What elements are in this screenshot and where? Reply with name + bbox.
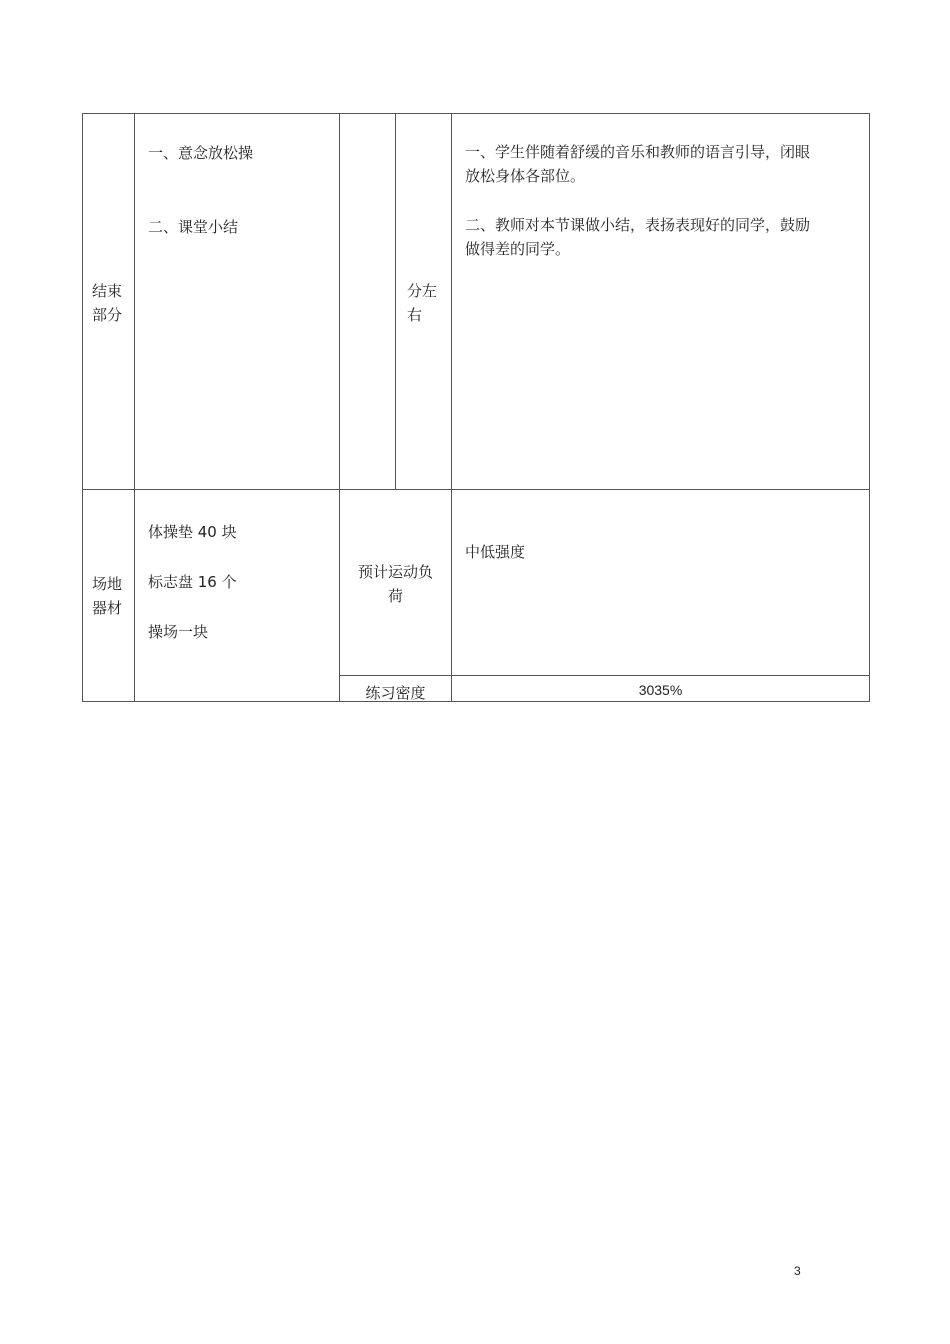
table-border-left — [82, 113, 83, 702]
col-divider-1 — [134, 113, 135, 702]
density-label: 练习密度 — [365, 684, 426, 702]
row-divider — [82, 489, 870, 490]
col-divider-3 — [395, 113, 396, 489]
table-border-right — [869, 113, 870, 702]
col-divider-2 — [339, 113, 340, 702]
end-item-summary: 二、课堂小结 — [148, 218, 239, 236]
end-desc-2: 二、教师对本节课做小结，表扬表现好的同学，鼓励 做得差的同学。 — [465, 216, 811, 258]
section-label-equipment: 场地 器材 — [92, 575, 123, 617]
table-border-top — [82, 113, 870, 114]
equipment-item-mats: 体操垫 40 块 — [148, 523, 237, 541]
section-label-end: 结束 部分 — [92, 282, 123, 324]
density-value: 3035% — [638, 682, 683, 698]
formation-text: 分左 右 — [407, 282, 438, 324]
end-item-relax: 一、意念放松操 — [148, 144, 254, 162]
page-number: 3 — [794, 1264, 801, 1278]
equipment-item-field: 操场一块 — [148, 623, 209, 641]
equipment-item-markers: 标志盘 16 个 — [148, 573, 237, 591]
col-divider-4 — [451, 113, 452, 702]
density-row-divider — [339, 675, 870, 676]
load-label: 预计运动负 荷 — [357, 563, 433, 605]
end-desc-1: 一、学生伴随着舒缓的音乐和教师的语言引导，闭眼 放松身体各部位。 — [465, 143, 811, 185]
load-value: 中低强度 — [465, 543, 526, 561]
